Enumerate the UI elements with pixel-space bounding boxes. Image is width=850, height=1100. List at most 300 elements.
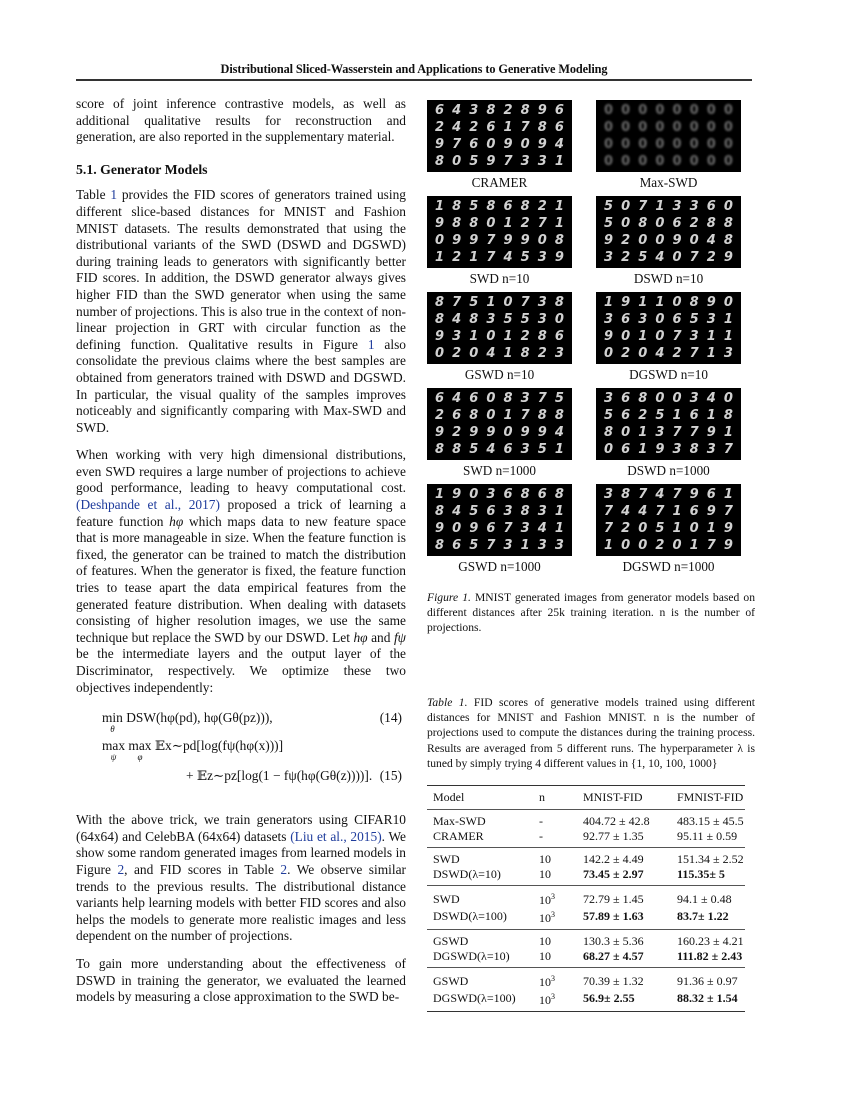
digit-sample: 8 <box>706 216 716 231</box>
digit-sample: 7 <box>486 538 496 553</box>
citation-link[interactable]: (Deshpande et al., 2017) <box>76 497 220 513</box>
table-row <box>427 848 745 867</box>
generated-samples-image <box>427 292 572 364</box>
digit-sample: 6 <box>554 103 564 118</box>
digit-sample: 3 <box>537 504 547 519</box>
n-cell-text: - <box>539 828 543 843</box>
digit-sample: 1 <box>655 199 665 214</box>
digit-sample: 6 <box>689 408 699 423</box>
digit-sample: 6 <box>503 199 513 214</box>
intro-paragraph: score of joint inference contrastive models, as well as additional qualitative results for reconstruction and generation, are also reported in the supplementary material. <box>76 96 406 145</box>
digit-sample: 0 <box>604 346 614 361</box>
model-cell-text: CRAMER <box>433 828 484 843</box>
digit-sample: 1 <box>706 521 716 536</box>
mnist-fid-cell-text: 404.72 ± 42.8 <box>583 814 650 828</box>
digit-sample: 8 <box>638 391 648 406</box>
digit-sample: 4 <box>655 346 665 361</box>
digit-sample: 2 <box>452 425 462 440</box>
digit-sample: 6 <box>672 312 682 327</box>
n-cell-text: 10 <box>539 893 551 907</box>
digit-sample: 3 <box>537 312 547 327</box>
digit-sample: 6 <box>672 216 682 231</box>
digit-sample: 9 <box>554 250 564 265</box>
model-cell-text: DSWD(λ=100) <box>433 909 507 923</box>
equation-15-line2: + 𝔼z∼pz[log(1 − fψ(hφ(Gθ(z))))]. <box>186 768 373 784</box>
digit-sample: 0 <box>604 154 614 169</box>
digit-sample: 2 <box>503 103 513 118</box>
panel-label: DGSWD n=10 <box>629 367 708 382</box>
digit-sample: 7 <box>689 425 699 440</box>
digit-sample: 1 <box>503 408 513 423</box>
figure-panel <box>427 388 572 479</box>
caption-label: Figure 1. <box>427 591 471 604</box>
digit-sample: 8 <box>520 199 530 214</box>
digit-sample: 0 <box>655 233 665 248</box>
digit-sample: 1 <box>554 504 564 519</box>
digit-sample: 9 <box>503 233 513 248</box>
col-n: n <box>533 786 577 810</box>
digit-sample: 0 <box>638 346 648 361</box>
fmnist-fid-cell-text: 115.35± 5 <box>677 866 725 881</box>
digit-sample: 2 <box>655 538 665 553</box>
digit-sample: 3 <box>604 250 614 265</box>
digit-sample: 2 <box>435 408 445 423</box>
digit-sample: 0 <box>621 103 631 118</box>
table-row <box>427 867 745 886</box>
panel-label: DGSWD n=1000 <box>622 559 715 574</box>
generated-samples-image <box>427 388 572 460</box>
digit-sample: 0 <box>486 329 496 344</box>
figure-panel <box>596 484 741 575</box>
paragraph-feature-trick <box>76 447 406 696</box>
fmnist-fid-cell <box>671 990 745 1012</box>
digit-sample: 0 <box>689 137 699 152</box>
equation-body: 𝔼x∼pd[log(fψ(hφ(x)))] <box>154 738 284 754</box>
digit-sample: 3 <box>503 504 513 519</box>
left-column <box>76 96 406 1017</box>
model-cell <box>427 949 533 968</box>
digit-sample: 0 <box>672 295 682 310</box>
figure-ref-link[interactable]: 2 <box>117 861 125 877</box>
digit-sample: 0 <box>706 154 716 169</box>
digit-sample: 7 <box>452 295 462 310</box>
digit-sample: 0 <box>723 391 733 406</box>
digit-sample: 2 <box>638 408 648 423</box>
digit-sample: 4 <box>452 103 462 118</box>
text: and <box>367 629 394 645</box>
digit-sample: 1 <box>723 487 733 502</box>
digit-sample: 4 <box>554 137 564 152</box>
mnist-fid-cell <box>577 968 671 990</box>
digit-sample: 1 <box>554 521 564 536</box>
model-cell <box>427 968 533 990</box>
digit-sample: 0 <box>604 120 614 135</box>
digit-sample: 1 <box>554 216 564 231</box>
digit-sample: 0 <box>706 103 716 118</box>
equation-14 <box>102 710 273 735</box>
table-row <box>427 908 745 930</box>
digit-sample: 3 <box>672 442 682 457</box>
fmnist-fid-cell-text: 95.11 ± 0.59 <box>677 828 738 843</box>
digit-sample: 8 <box>469 312 479 327</box>
digit-sample: 2 <box>537 199 547 214</box>
digit-sample: 1 <box>435 250 445 265</box>
digit-sample: 6 <box>469 391 479 406</box>
digit-sample: 5 <box>554 391 564 406</box>
exponent: 3 <box>551 909 555 919</box>
digit-sample: 8 <box>621 487 631 502</box>
digit-sample: 0 <box>689 154 699 169</box>
digit-sample: 5 <box>469 295 479 310</box>
digit-sample: 7 <box>638 199 648 214</box>
digit-sample: 9 <box>503 137 513 152</box>
digit-sample: 0 <box>689 120 699 135</box>
math-h-phi: hφ <box>353 629 368 645</box>
digit-sample: 7 <box>537 391 547 406</box>
digit-sample: 0 <box>723 295 733 310</box>
mnist-fid-cell <box>577 848 671 867</box>
digit-sample: 3 <box>486 312 496 327</box>
digit-sample: 8 <box>723 233 733 248</box>
text: . We observe similar trends to the previous results. The distributional distance variants help learning models with better FID scores and also helps the models to generate more realistic images and less dependent on the number of projections. <box>76 861 406 944</box>
text: Table <box>76 187 111 203</box>
digit-sample: 9 <box>520 233 530 248</box>
digit-sample: 6 <box>452 408 462 423</box>
digit-sample: 0 <box>672 391 682 406</box>
digit-sample: 8 <box>452 199 462 214</box>
paragraph-generator-models <box>76 187 406 436</box>
table-caption <box>427 695 755 771</box>
digit-sample: 8 <box>723 408 733 423</box>
operator: max <box>102 738 126 754</box>
digit-sample: 3 <box>520 442 530 457</box>
n-cell <box>533 848 577 867</box>
digit-sample: 3 <box>706 312 716 327</box>
digit-sample: 6 <box>503 487 513 502</box>
digit-sample: 8 <box>689 295 699 310</box>
section-title: 5.1. Generator Models <box>76 161 208 177</box>
generated-samples-image <box>427 196 572 268</box>
fmnist-fid-cell <box>671 930 745 949</box>
digit-sample: 7 <box>486 250 496 265</box>
digit-sample: 6 <box>706 199 716 214</box>
digit-sample: 1 <box>520 538 530 553</box>
digit-sample: 2 <box>621 233 631 248</box>
digit-sample: 8 <box>689 442 699 457</box>
citation-link[interactable]: (Liu et al., 2015) <box>290 828 382 844</box>
digit-sample: 5 <box>520 250 530 265</box>
panel-label: CRAMER <box>471 175 528 190</box>
text: . We show some random generated images from learned models in Figure <box>76 828 406 877</box>
figure-panel <box>427 100 572 191</box>
table-header-row <box>427 786 745 810</box>
generated-samples-image <box>596 292 741 364</box>
caption-label: Table 1. <box>427 696 468 709</box>
digit-sample: 6 <box>621 442 631 457</box>
table-ref-link[interactable]: 2 <box>280 861 288 877</box>
digit-sample: 1 <box>604 538 614 553</box>
subscript: φ <box>137 752 143 763</box>
digit-sample: 0 <box>655 120 665 135</box>
mnist-fid-cell <box>577 990 671 1012</box>
digit-sample: 1 <box>503 120 513 135</box>
model-cell <box>427 848 533 867</box>
digit-sample: 6 <box>486 504 496 519</box>
generated-samples-image <box>596 100 741 172</box>
figure-panel <box>427 292 572 383</box>
digit-sample: 8 <box>520 487 530 502</box>
model-cell-text: GSWD <box>433 973 469 988</box>
digit-sample: 8 <box>554 408 564 423</box>
digit-sample: 9 <box>486 425 496 440</box>
digit-sample: 7 <box>672 487 682 502</box>
digit-sample: 5 <box>638 250 648 265</box>
digit-sample: 9 <box>435 216 445 231</box>
digit-sample: 8 <box>469 216 479 231</box>
fmnist-fid-cell-text: 88.32 ± 1.54 <box>677 991 738 1005</box>
n-cell-text: 10 <box>539 852 551 866</box>
digit-sample: 3 <box>537 295 547 310</box>
digit-sample: 0 <box>672 250 682 265</box>
digit-sample: 8 <box>435 442 445 457</box>
digit-sample: 3 <box>554 346 564 361</box>
digit-sample: 0 <box>672 120 682 135</box>
digit-sample: 3 <box>604 487 614 502</box>
digit-sample: 4 <box>554 425 564 440</box>
model-cell <box>427 908 533 930</box>
digit-sample: 4 <box>621 504 631 519</box>
digit-sample: 9 <box>469 425 479 440</box>
digit-sample: 3 <box>503 538 513 553</box>
digit-sample: 5 <box>655 521 665 536</box>
digit-sample: 6 <box>435 391 445 406</box>
digit-sample: 7 <box>672 425 682 440</box>
digit-sample: 3 <box>655 425 665 440</box>
mnist-fid-cell-text: 73.45 ± 2.97 <box>583 866 644 881</box>
digit-sample: 7 <box>520 408 530 423</box>
panel-label: Max-SWD <box>639 175 698 190</box>
digit-sample: 0 <box>706 137 716 152</box>
digit-sample: 0 <box>537 233 547 248</box>
model-cell-text: GSWD <box>433 934 469 948</box>
digit-sample: 3 <box>689 199 699 214</box>
digit-sample: 0 <box>621 120 631 135</box>
equation-block <box>76 708 406 790</box>
model-cell-text: Max-SWD <box>433 814 486 828</box>
n-cell <box>533 949 577 968</box>
table-row <box>427 990 745 1012</box>
digit-sample: 8 <box>520 103 530 118</box>
digit-sample: 0 <box>486 137 496 152</box>
digit-sample: 6 <box>435 103 445 118</box>
digit-sample: 1 <box>503 329 513 344</box>
n-cell <box>533 829 577 848</box>
digit-sample: 0 <box>723 154 733 169</box>
digit-sample: 9 <box>655 442 665 457</box>
table-row <box>427 829 745 848</box>
digit-sample: 3 <box>469 103 479 118</box>
digit-sample: 8 <box>554 295 564 310</box>
panel-label: GSWD n=10 <box>464 367 535 382</box>
digit-sample: 7 <box>604 504 614 519</box>
digit-sample: 1 <box>503 216 513 231</box>
digit-sample: 2 <box>452 346 462 361</box>
digit-sample: 6 <box>621 312 631 327</box>
digit-sample: 5 <box>503 312 513 327</box>
digit-sample: 7 <box>723 504 733 519</box>
digit-sample: 3 <box>689 329 699 344</box>
table-row <box>427 930 745 949</box>
n-cell-text: 10 <box>539 866 551 881</box>
mnist-fid-cell-text: 68.27 ± 4.57 <box>583 948 644 963</box>
digit-sample: 7 <box>638 487 648 502</box>
digit-sample: 8 <box>520 504 530 519</box>
digit-sample: 0 <box>655 137 665 152</box>
digit-sample: 7 <box>604 521 614 536</box>
digit-sample: 8 <box>469 408 479 423</box>
digit-sample: 8 <box>435 154 445 169</box>
digit-sample: 1 <box>706 408 716 423</box>
digit-sample: 8 <box>503 391 513 406</box>
digit-sample: 0 <box>672 137 682 152</box>
paragraph-cifar-celeba <box>76 812 406 945</box>
n-cell <box>533 810 577 829</box>
digit-sample: 9 <box>469 233 479 248</box>
digit-sample: 5 <box>537 442 547 457</box>
digit-sample: 7 <box>520 295 530 310</box>
exponent: 3 <box>551 991 555 1001</box>
digit-sample: 1 <box>706 346 716 361</box>
digit-sample: 9 <box>621 295 631 310</box>
digit-sample: 1 <box>723 312 733 327</box>
digit-sample: 4 <box>452 391 462 406</box>
digit-sample: 0 <box>452 154 462 169</box>
digit-sample: 1 <box>638 425 648 440</box>
figure-panel <box>596 196 741 287</box>
figure-panel <box>596 100 741 191</box>
digit-sample: 8 <box>604 425 614 440</box>
fmnist-fid-cell-text: 83.7± 1.22 <box>677 909 729 923</box>
digit-sample: 3 <box>689 391 699 406</box>
digit-sample: 0 <box>638 154 648 169</box>
digit-sample: 7 <box>655 504 665 519</box>
digit-sample: 6 <box>621 408 631 423</box>
fmnist-fid-cell <box>671 810 745 829</box>
digit-sample: 9 <box>723 538 733 553</box>
digit-sample: 0 <box>520 137 530 152</box>
digit-sample: 3 <box>604 312 614 327</box>
mnist-fid-cell-text: 72.79 ± 1.45 <box>583 891 644 906</box>
digit-sample: 2 <box>621 521 631 536</box>
mnist-fid-cell <box>577 829 671 848</box>
figure-panel <box>427 196 572 287</box>
mnist-fid-cell-text: 70.39 ± 1.32 <box>583 973 644 988</box>
digit-sample: 0 <box>655 103 665 118</box>
digit-sample: 3 <box>706 442 716 457</box>
caption-text: FID scores of generative models trained using different distances for MNIST and Fashion MNIST. n is the number of projections used to compute the distances during the training process. Results are averaged from 5 different runs. The hyperparameter λ is tuned by simply trying 4 different values in {1, 10, 100, 1000} <box>427 696 755 770</box>
digit-sample: 9 <box>537 137 547 152</box>
digit-sample: 9 <box>537 103 547 118</box>
digit-sample: 7 <box>723 442 733 457</box>
digit-sample: 6 <box>486 120 496 135</box>
table-ref-link[interactable]: 1 <box>110 187 118 203</box>
figure-grid <box>427 100 753 580</box>
digit-sample: 7 <box>689 250 699 265</box>
digit-sample: 0 <box>638 233 648 248</box>
panel-label: SWD n=1000 <box>462 463 536 478</box>
digit-sample: 8 <box>537 120 547 135</box>
fmnist-fid-cell <box>671 867 745 886</box>
panel-label: DSWD n=10 <box>633 271 704 286</box>
digit-sample: 1 <box>723 425 733 440</box>
digit-sample: 4 <box>638 504 648 519</box>
digit-sample: 0 <box>672 103 682 118</box>
col-fmnist-fid: FMNIST-FID <box>671 786 745 810</box>
digit-sample: 6 <box>537 487 547 502</box>
digit-sample: 5 <box>689 312 699 327</box>
text: When working with very high dimensional distributions, even SWD requires a large number of projections to achieve good performance, leading to heavy computational cost. <box>76 447 406 496</box>
digit-sample: 1 <box>469 250 479 265</box>
model-cell <box>427 930 533 949</box>
mnist-fid-cell <box>577 930 671 949</box>
digit-sample: 6 <box>469 137 479 152</box>
fmnist-fid-cell-text: 91.36 ± 0.97 <box>677 973 738 988</box>
exponent: 3 <box>551 974 555 983</box>
generated-samples-image <box>596 196 741 268</box>
digit-sample: 3 <box>604 391 614 406</box>
digit-sample: 9 <box>723 250 733 265</box>
equation-body: DSW(hφ(pd), hφ(Gθ(pz))), <box>126 710 273 726</box>
digit-sample: 1 <box>469 329 479 344</box>
mnist-fid-cell-text: 130.3 ± 5.36 <box>583 934 644 948</box>
table-row <box>427 968 745 990</box>
digit-sample: 6 <box>689 504 699 519</box>
digit-sample: 9 <box>452 233 462 248</box>
digit-sample: 1 <box>638 442 648 457</box>
digit-sample: 4 <box>452 504 462 519</box>
model-cell-text: DSWD(λ=10) <box>433 866 501 881</box>
digit-sample: 8 <box>452 442 462 457</box>
digit-sample: 0 <box>621 216 631 231</box>
digit-sample: 5 <box>469 538 479 553</box>
figure-panel <box>427 484 572 575</box>
digit-sample: 4 <box>537 521 547 536</box>
figure-ref-link[interactable]: 1 <box>367 336 375 352</box>
digit-sample: 6 <box>706 487 716 502</box>
digit-sample: 0 <box>486 391 496 406</box>
digit-sample: 0 <box>503 295 513 310</box>
paragraph-effectiveness: To gain more understanding about the effectiveness of DSWD in training the generator, we evaluated the learned models by measuring a close approximation to the SWD be- <box>76 955 406 1005</box>
digit-sample: 9 <box>520 425 530 440</box>
digit-sample: 7 <box>706 538 716 553</box>
digit-sample: 0 <box>435 233 445 248</box>
digit-sample: 9 <box>706 425 716 440</box>
digit-sample: 1 <box>503 346 513 361</box>
digit-sample: 8 <box>520 346 530 361</box>
caption-text: MNIST generated images from generator models based on different distances after 25k training iteration. n is the number of projections. <box>427 591 755 635</box>
mnist-fid-cell <box>577 886 671 908</box>
digit-sample: 3 <box>537 538 547 553</box>
digit-sample: 5 <box>604 216 614 231</box>
digit-sample: 5 <box>469 442 479 457</box>
digit-sample: 8 <box>452 216 462 231</box>
digit-sample: 0 <box>621 425 631 440</box>
digit-sample: 0 <box>655 154 665 169</box>
digit-sample: 9 <box>435 425 445 440</box>
digit-sample: 1 <box>435 199 445 214</box>
digit-sample: 7 <box>672 329 682 344</box>
digit-sample: 5 <box>604 199 614 214</box>
